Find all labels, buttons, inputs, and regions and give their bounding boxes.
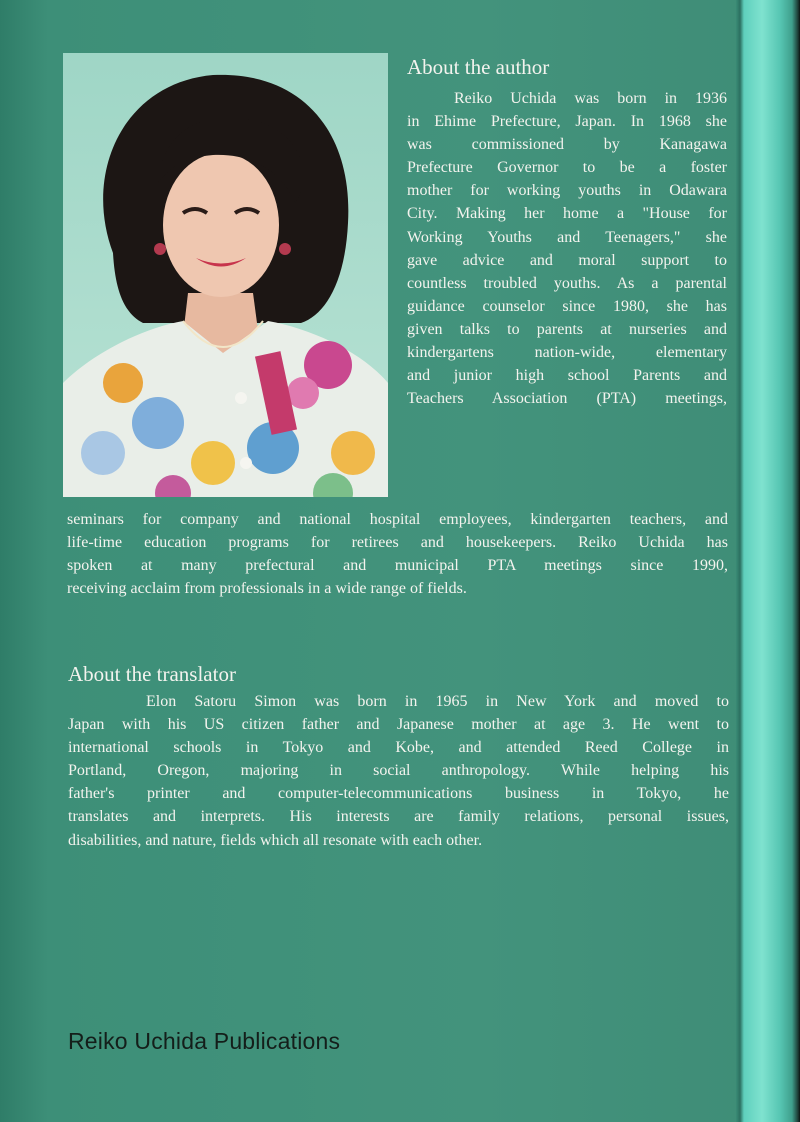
author-line: seminars for company and national hospital employees, kindergarten teachers, and bbox=[67, 511, 728, 528]
translator-text bbox=[68, 693, 729, 855]
author-line: kindergartens nation-wide, elementary bbox=[407, 344, 727, 362]
author-heading: About the author bbox=[407, 55, 550, 79]
translator-section bbox=[68, 661, 728, 687]
author-line: mother for working youths in Odawara bbox=[407, 182, 727, 200]
author-line: Reiko Uchida was born in 1936 bbox=[454, 90, 727, 107]
author-line: countless troubled youths. As a parental bbox=[407, 274, 727, 292]
author-line: and junior high school Parents and bbox=[407, 367, 727, 385]
author-line: life-time education programs for retirees and housekeepers. Reiko Uchida has bbox=[67, 534, 728, 552]
translator-line: father's printer and computer-telecommunications business in Tokyo, he bbox=[68, 785, 729, 803]
author-line: spoken at many prefectural and municipal PTA meetings since 1990, bbox=[67, 557, 728, 575]
translator-line: Elon Satoru Simon was born in 1965 in New York and moved to bbox=[146, 693, 729, 710]
author-text-below-photo bbox=[67, 511, 728, 603]
translator-line: Japan with his US citizen father and Japanese mother at age 3. He went to bbox=[68, 716, 729, 734]
author-line: City. Making her home a "House for bbox=[407, 205, 727, 223]
author-portrait-illustration bbox=[63, 53, 388, 497]
author-line: receiving acclaim from professionals in a wide range of fields. bbox=[67, 580, 467, 598]
author-line: Teachers Association (PTA) meetings, bbox=[407, 390, 727, 408]
author-line: was commissioned by Kanagawa bbox=[407, 136, 727, 154]
book-spine-edge bbox=[736, 0, 800, 1122]
author-line: gave advice and moral support to bbox=[407, 251, 727, 269]
translator-line: translates and interprets. His interests are family relations, personal issues, bbox=[68, 808, 729, 826]
author-text-beside-photo bbox=[407, 90, 727, 413]
author-line: given talks to parents at nurseries and bbox=[407, 320, 727, 338]
publisher-name: Reiko Uchida Publications bbox=[68, 1028, 341, 1054]
author-line: guidance counselor since 1980, she has bbox=[407, 297, 727, 315]
author-line: in Ehime Prefecture, Japan. In 1968 she bbox=[407, 113, 727, 131]
translator-line: disabilities, and nature, fields which all resonate with each other. bbox=[68, 831, 483, 849]
author-portrait-photo bbox=[63, 53, 388, 497]
author-section bbox=[407, 54, 727, 80]
translator-heading: About the translator bbox=[68, 662, 236, 686]
author-line: Working Youths and Teenagers," she bbox=[407, 228, 727, 246]
author-line: Prefecture Governor to be a foster bbox=[407, 159, 727, 177]
translator-line: Portland, Oregon, majoring in social anthropology. While helping his bbox=[68, 762, 729, 780]
translator-line: international schools in Tokyo and Kobe, and attended Reed College in bbox=[68, 739, 729, 757]
